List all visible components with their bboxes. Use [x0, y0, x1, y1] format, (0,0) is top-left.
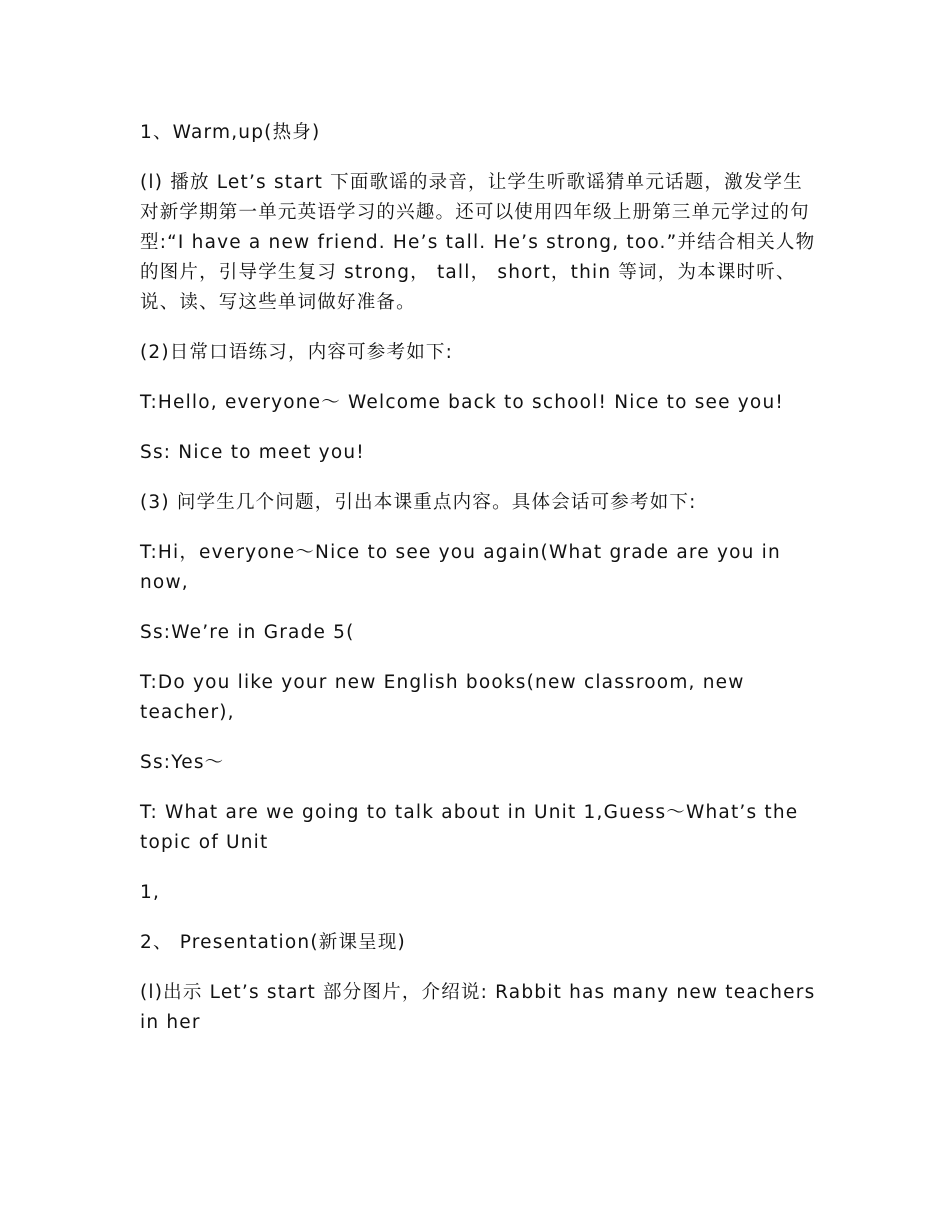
dialogue-line-teacher-hello: T:Hello, everyone～ Welcome back to school! Nice to see you!: [140, 392, 784, 413]
paragraph-presentation-step-1: (l)出示 Let’s start 部分图片，介绍说: Rabbit has many new teachers in her: [140, 982, 816, 1033]
section-heading-presentation: 2、 Presentation(新课呈现): [140, 932, 406, 953]
dialogue-line-students-reply: Ss: Nice to meet you!: [140, 442, 365, 463]
dialogue-line-unit-number: 1,: [140, 882, 161, 903]
dialogue-line-teacher-grade: T:Hi，everyone～Nice to see you again(What grade are you in now,: [140, 542, 781, 593]
document-page: [140, 118, 820, 1058]
paragraph-warm-up-step-2: (2)日常口语练习，内容可参考如下:: [140, 342, 454, 363]
dialogue-line-students-grade: Ss:We’re in Grade 5(: [140, 622, 355, 643]
dialogue-line-students-yes: Ss:Yes～: [140, 752, 225, 773]
paragraph-warm-up-step-3: (3) 问学生几个问题，引出本课重点内容。具体会话可参考如下:: [140, 492, 697, 513]
dialogue-line-teacher-books: T:Do you like your new English books(new classroom, new teacher),: [140, 672, 745, 723]
dialogue-line-teacher-topic: T: What are we going to talk about in Unit 1,Guess～What’s the topic of Unit: [140, 802, 799, 853]
paragraph-warm-up-step-1: (l) 播放 Let’s start 下面歌谣的录音，让学生听歌谣猜单元话题，激发学生对新学期第一单元英语学习的兴趣。还可以使用四年级上册第三单元学过的句型:“I have a new friend. He’s tall. He’s strong, too.”并结合相关人物的图片，引导学生复习 strong， tall， short，thin 等词，为本课时听、说、读、写这些单词做好准备。: [140, 172, 816, 313]
section-heading-warm-up: 1、Warm,up(热身): [140, 122, 321, 143]
